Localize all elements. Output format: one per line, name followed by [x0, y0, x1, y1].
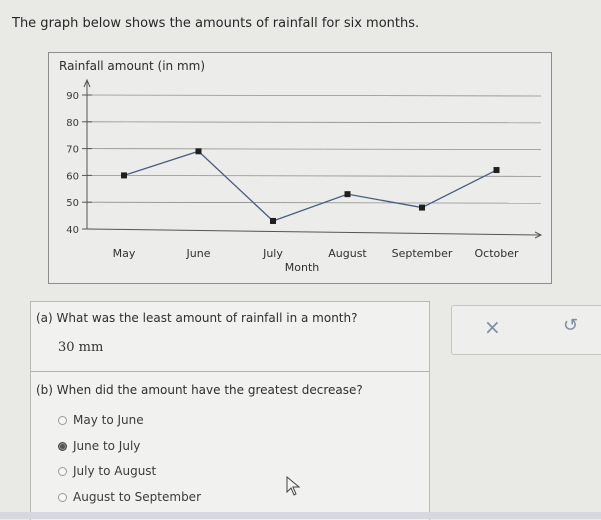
x-tick-label: October — [474, 247, 519, 260]
y-tick-label: 50 — [66, 198, 79, 210]
x-tick-label: September — [391, 247, 453, 260]
question-b-text: (b) When did the amount have the greatest decrease? — [36, 383, 363, 397]
y-tick-label: 60 — [66, 171, 79, 183]
data-point — [345, 191, 351, 197]
answer-a-field[interactable]: 30 mm — [58, 340, 104, 355]
option-label: June to July — [73, 439, 141, 453]
data-point — [494, 167, 500, 173]
question-a-text: (a) What was the least amount of rainfall in a month? — [36, 311, 358, 325]
y-tick-label: 70 — [66, 144, 79, 156]
data-point — [121, 172, 127, 178]
option-july-to-august[interactable] — [58, 464, 156, 478]
question-panel — [30, 301, 430, 520]
gridline — [87, 202, 541, 203]
data-point — [270, 218, 276, 224]
answer-tools-panel — [451, 305, 601, 355]
radio-selected-icon[interactable] — [58, 442, 67, 451]
clear-button[interactable]: × — [484, 315, 501, 339]
radio-icon[interactable] — [58, 416, 67, 425]
gridline — [87, 175, 541, 176]
radio-icon[interactable] — [58, 467, 67, 476]
option-august-to-september[interactable] — [58, 490, 201, 504]
option-label: July to August — [73, 464, 157, 478]
x-tick-label: August — [328, 247, 367, 260]
data-point — [419, 205, 425, 211]
option-may-to-june[interactable] — [58, 413, 144, 427]
undo-button[interactable]: ↺ — [563, 315, 579, 336]
x-axis-line — [87, 229, 541, 235]
rainfall-series-line — [124, 151, 497, 221]
option-label: May to June — [73, 413, 144, 427]
mouse-pointer-icon — [286, 476, 300, 496]
chart-container — [48, 52, 552, 284]
gridline — [87, 122, 541, 123]
x-tick-label: July — [263, 247, 283, 260]
y-axis-label: Rainfall amount (in mm) — [59, 59, 206, 73]
y-tick-label: 80 — [66, 117, 79, 129]
gridline — [87, 95, 541, 96]
data-point — [196, 148, 202, 154]
intro-text: The graph below shows the amounts of rainfall for six months. — [12, 16, 420, 31]
x-tick-label: June — [186, 247, 211, 260]
radio-icon[interactable] — [58, 493, 67, 502]
x-axis-label: Month — [284, 261, 320, 274]
y-tick-label: 90 — [66, 91, 79, 102]
gridline — [87, 149, 541, 150]
question-a — [31, 302, 429, 372]
y-tick-label: 40 — [66, 225, 79, 236]
option-label: August to September — [73, 490, 201, 504]
rainfall-line-chart — [49, 53, 551, 283]
option-june-to-july[interactable] — [58, 439, 140, 453]
x-tick-label: May — [112, 247, 136, 260]
bottom-scroll-strip — [0, 512, 601, 519]
